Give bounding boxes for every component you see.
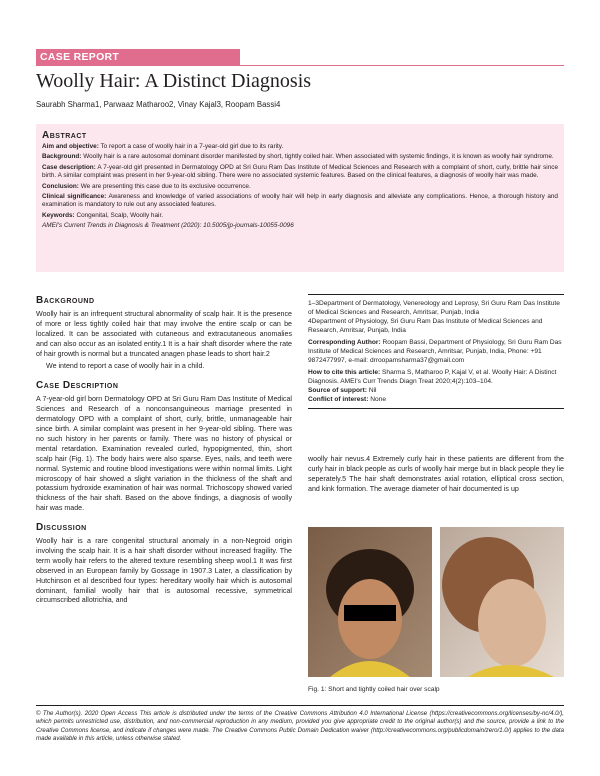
footer-rule: [36, 705, 564, 706]
abstract-background: [42, 153, 558, 161]
abstract-case: [42, 164, 558, 181]
cite-this: [308, 368, 564, 386]
keywords-text: Congenital, Scalp, Woolly hair.: [74, 211, 164, 219]
affiliation-block: [308, 294, 564, 409]
abstract-heading: Abstract: [42, 130, 87, 141]
affiliation-bottom-rule: [308, 408, 564, 409]
article-type-band: [36, 49, 240, 65]
background-paragraph-1: Woolly hair is an infrequent structural abnormality of scalp hair. It is the presence of more or less tightly coiled hair that may involve the entire scalp or can be localized. It can be associated with cutaneous and extracutaneous anomalies and can also occur as an isolated entity.1 It is a hair shaft disorder where the rate of hair growth is normal but a truncated anagen phase leads to short hair.2: [36, 309, 292, 358]
aim-label: Aim and objective:: [42, 143, 99, 150]
clinical-label: Clinical significance:: [42, 193, 107, 201]
case-description-paragraph: A 7-year-old girl born Dermatology OPD at Sri Guru Ram Das Institute of Medical Sciences and Research of a nonconsanguineous marriage presented in dermatology OPD with a complaint of short, curly, brittle, unmanageable hair since birth. A similar complaint was present in her 9-year-old sibling. There was no such history in her parents or family. There was no history of physical or mental retardation. Examination revealed curled, hypopigmented, thin, short scalp hair (Fig. 1). The body hairs were also sparse. Eyes, nails, and teeth were normal. Systemic and routine blood investigations were within normal limits. Light microscopy of hair showed a slight variation in the thickness of the shaft and potassium hydroxide examination of hair was normal. Trichoscopy showed varied thickness of the hair shaft. Based on the above findings, a diagnosis of woolly hair was made.: [36, 395, 292, 513]
corr-label: Corresponding Author:: [308, 339, 381, 346]
conclusion-label: Conclusion:: [42, 182, 79, 190]
eye-mask-bar: [344, 605, 396, 621]
article-type-label: CASE REPORT: [40, 51, 120, 63]
cite-label: How to cite this article:: [308, 369, 381, 376]
article-title: Woolly Hair: A Distinct Diagnosis: [36, 70, 312, 92]
discussion-heading: Discussion: [36, 522, 87, 534]
background-label: Background:: [42, 153, 82, 161]
right-column-body: woolly hair nevus.4 Extremely curly hair in these patients are different from the curly hair in black people as curls of woolly hair merge but in black people they lie seperately.5 The hair shaft demonstrates axial rotation, elliptical cross section, and kink formation. The average diameter of hair documented is up: [308, 455, 564, 493]
aim-text: To report a case of woolly hair in a 7-year-old girl due to its rarity.: [98, 143, 284, 150]
background-text: Woolly hair is a rare autosomal dominant disorder manifested by short, tightly coiled hair. When associated with systemic findings, it is known as woolly hair syndrome.: [81, 153, 554, 161]
abstract-clinical: [42, 193, 558, 210]
affiliation-2: 4Department of Physiology, Sri Guru Ram Das Institute of Medical Sciences and Research, Amritsar, Punjab, India: [308, 318, 543, 334]
discussion-paragraph: Woolly hair is a rare congenital structural anomaly in a non-Negroid origin involving the scalp hair. It is a hair shaft disorder without increased fragility. The term woolly hair refers to the altered texture resembling sheep wool.1 It was first observed in an European family by Gossage in 1907.3 Later, a classification by Hutchinson et al described four types: hereditary woolly hair which is autosomal dominant, familial woolly hair that is autosomal recessive, symmetrical circumscribed allotrichia, and: [36, 537, 292, 605]
cite-text: Sharma S, Matharoo P, Kajal V, et al. Woolly Hair: A Distinct Diagnosis. AMEI's Curr Trends Diagn Treat 2020;4(2):103–104.: [308, 369, 557, 385]
source-label: Source of support:: [308, 387, 367, 394]
figure-1-photos: [308, 527, 564, 677]
background-heading: Background: [36, 295, 95, 306]
case-text: A 7-year-old girl presented in Dermatology OPD at Sri Guru Ram Das Institute of Medical Sciences and Research with a complaint of short, curly, brittle hair since birth. A similar complaint was present in her 9-year-old sibling. There were no associated systemic features. Based on the clinical features, a diagnosis of woolly hair was made.: [42, 163, 559, 180]
abstract-aim: [42, 143, 558, 151]
case-description-heading: Case Description: [36, 380, 119, 392]
abstract-keywords: [42, 212, 558, 220]
left-column: [36, 296, 292, 606]
license-note: © The Author(s). 2020 Open Access This article is distributed under the terms of the Creative Commons Attribution 4.0 International License (https://creativecommons.org/licenses/by-nc/4.0/), which permits unrestricted use, distribution, and non-commercial reproduction in any medium, provided you give appropriate credit to the original author(s) and the source, provide a link to the Creative Commons license, and indicate if changes were made. The Creative Commons Public Domain Dedication waiver (http://creativecommons.org/publicdomain/zero/1.0/) applies to the data made available in this article, unless otherwise stated.: [36, 710, 564, 743]
conflict-label: Conflict of interest:: [308, 396, 369, 403]
figure-1: [308, 527, 564, 693]
background-paragraph-2: We intend to report a case of woolly hair in a child.: [46, 362, 205, 371]
conflict-text: None: [368, 396, 387, 403]
corr-text: Roopam Bassi, Department of Physiology, Sri Guru Ram Das Institute of Medical Sciences and Research, Amritsar, Punjab, India, Phone: +91 9872477997, e-mail: drroopamsharma37@gmail.com: [308, 339, 562, 364]
keywords-label: Keywords:: [42, 211, 75, 219]
conflict-of-interest: [308, 395, 564, 404]
source-of-support: [308, 386, 564, 395]
header-rule: [36, 65, 564, 66]
source-text: Nil: [366, 387, 377, 394]
author-list: Saurabh Sharma1, Parwaaz Matharoo2, Vinay Kajal3, Roopam Bassi4: [36, 100, 281, 109]
affiliation-1: 1–3Department of Dermatology, Venereology and Leprosy, Sri Guru Ram Das Institute of Medical Sciences and Research, Amritsar, Punjab, India: [308, 300, 560, 316]
affiliation-top-rule: [308, 294, 564, 295]
clinical-text: Awareness and knowledge of varied associations of woolly hair will help in early diagnosis and alleviate any complications. Hence, a thorough history and examination is mandatory to rule out any associated features.: [42, 193, 558, 209]
case-label: Case description:: [42, 163, 96, 171]
conclusion-text: We are presenting this case due to its exclusive occurrence.: [78, 182, 251, 190]
corresponding-author: [308, 338, 564, 365]
journal-citation: AMEI's Current Trends in Diagnosis & Treatment (2020): 10.5005/jp-journals-10055-0096: [42, 222, 294, 230]
figure-1-caption: Fig. 1: Short and tightly coiled hair over scalp: [308, 686, 440, 693]
abstract-conclusion: [42, 183, 558, 191]
abstract-box: [36, 124, 564, 272]
